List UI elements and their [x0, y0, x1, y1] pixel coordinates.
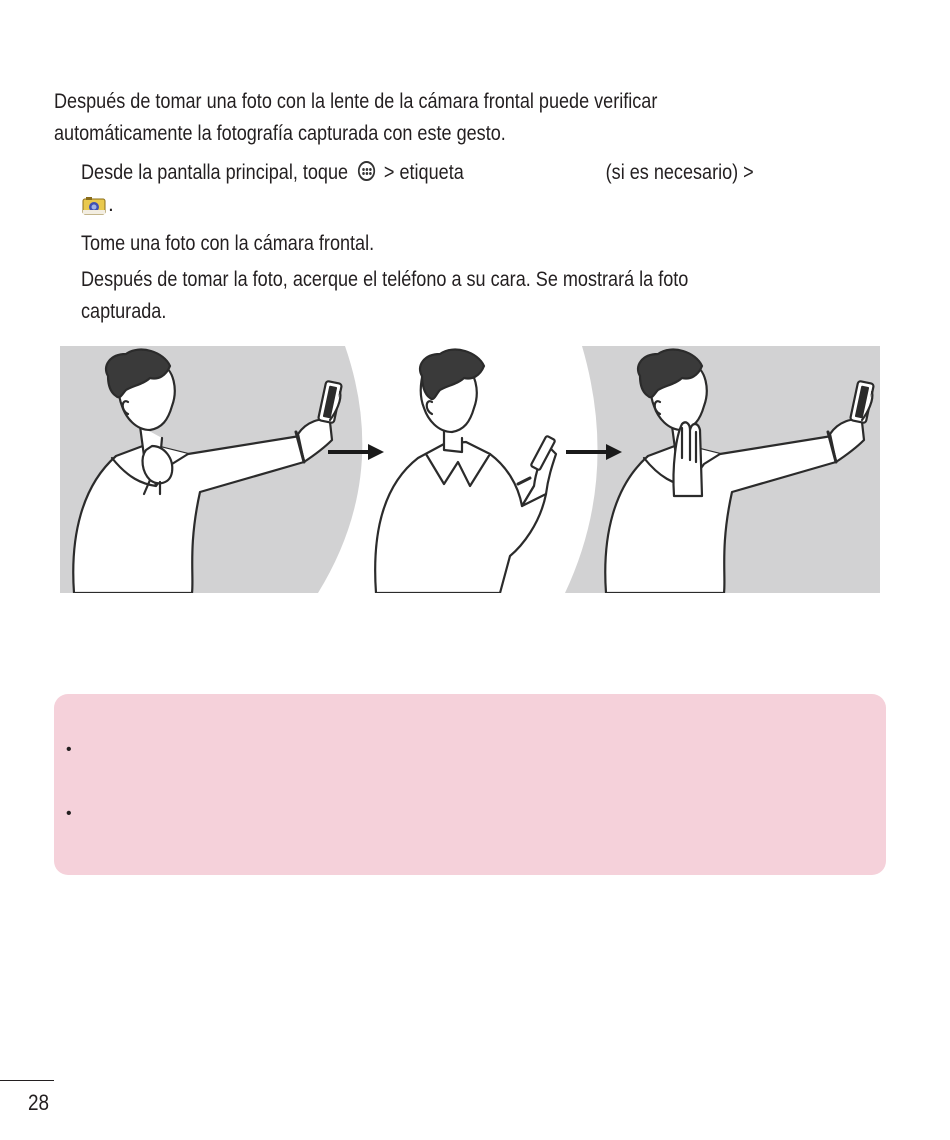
step-1-text-b: > etiqueta: [383, 161, 464, 184]
gesture-illustration: [60, 346, 880, 593]
intro-line-2: automáticamente la fotografía capturada con este gesto.: [54, 122, 506, 145]
figure-checking-phone: [375, 350, 556, 593]
intro-paragraph: [54, 86, 657, 150]
note-bullet-1: •: [66, 741, 72, 758]
step-3-line-2: capturada.: [81, 300, 167, 323]
step-1: [81, 157, 855, 189]
apps-icon: [358, 161, 375, 181]
step-1-text-c: (si es necesario) >: [605, 161, 754, 184]
page-number-rule: [0, 1080, 54, 1081]
step-1-end: .: [108, 193, 114, 216]
step-3-line-1: Después de tomar la foto, acerque el teléfono a su cara. Se mostrará la foto: [81, 268, 689, 291]
step-3: [81, 264, 688, 328]
note-box: [54, 694, 886, 875]
step-2: Tome una foto con la cámara frontal.: [81, 232, 375, 255]
step-1-text-a: Desde la pantalla principal, toque: [81, 161, 349, 184]
page-number: 28: [28, 1090, 50, 1115]
camera-app-icon: [82, 196, 106, 216]
note-bullet-2: •: [66, 805, 72, 822]
intro-line-1: Después de tomar una foto con la lente de la cámara frontal puede verificar: [54, 90, 658, 113]
